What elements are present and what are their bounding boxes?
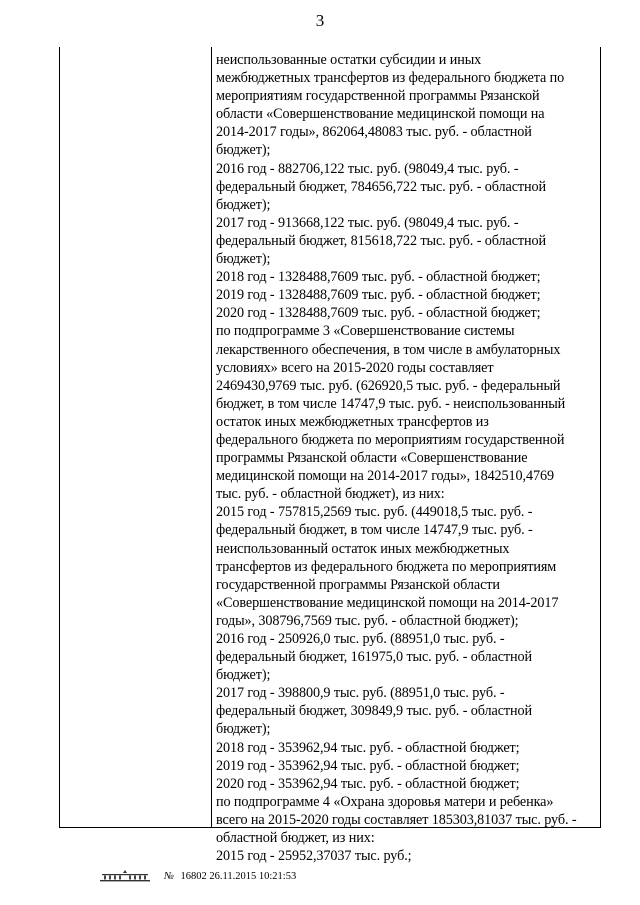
content-line: остаток иных межбюджетных трансфертов из	[216, 413, 489, 430]
content-line: 2017 год - 398800,9 тыс. руб. (88951,0 тыс. руб. -	[216, 685, 505, 702]
content-line: 2018 год - 353962,94 тыс. руб. - областной бюджет;	[216, 739, 520, 756]
content-line: бюджет);	[216, 667, 271, 684]
content-line: 2016 год - 882706,122 тыс. руб. (98049,4 тыс. руб. -	[216, 160, 519, 177]
content-line: 2015 год - 25952,37037 тыс. руб.;	[216, 848, 412, 865]
table-cell-content	[216, 51, 604, 865]
content-line: федеральный бюджет, 815618,722 тыс. руб. - областной	[216, 232, 546, 249]
content-line: по подпрограмме 3 «Совершенствование системы	[216, 323, 515, 340]
document-footer	[98, 869, 296, 883]
content-line: трансфертов из федерального бюджета по мероприятиям	[216, 558, 557, 575]
content-line: условиях» всего на 2015-2020 годы составляет	[216, 359, 494, 376]
content-line: мероприятиям государственной программы Рязанской	[216, 88, 540, 105]
page-number: 3	[315, 11, 325, 30]
content-line: 2015 год - 757815,2569 тыс. руб. (449018,5 тыс. руб. -	[216, 504, 533, 521]
content-line: по подпрограмме 4 «Охрана здоровья матери и ребенка»	[216, 793, 554, 810]
content-line: 2019 год - 1328488,7609 тыс. руб. - областной бюджет;	[216, 287, 541, 304]
document-number: 16802	[180, 870, 207, 882]
government-logo-icon	[98, 869, 152, 883]
content-line: 2018 год - 1328488,7609 тыс. руб. - областной бюджет;	[216, 269, 541, 286]
content-line: 2016 год - 250926,0 тыс. руб. (88951,0 тыс. руб. -	[216, 631, 505, 647]
number-sign: №	[164, 870, 174, 882]
content-line: бюджет);	[216, 196, 271, 213]
content-line: межбюджетных трансфертов из федерального бюджета по	[216, 70, 565, 87]
content-line: 2014-2017 годы», 862064,48083 тыс. руб. - областной	[216, 124, 532, 141]
content-line: федеральный бюджет, 161975,0 тыс. руб. - областной	[216, 649, 532, 666]
content-line: государственной программы Рязанской области	[216, 576, 500, 593]
content-line: медицинской помощи на 2014-2017 годы», 1842510,4769	[216, 468, 554, 485]
content-line: программы Рязанской области «Совершенствование	[216, 450, 528, 467]
document-datetime: 26.11.2015 10:21:53	[209, 870, 297, 882]
content-line: лекарственного обеспечения, в том числе в амбулаторных	[216, 341, 561, 358]
content-line: федерального бюджета по мероприятиям государственной	[216, 431, 565, 448]
content-line: годы», 308796,7569 тыс. руб. - областной бюджет);	[216, 612, 519, 629]
content-line: бюджет);	[216, 142, 271, 159]
content-line: областной бюджет, из них:	[216, 830, 375, 847]
content-line: области «Совершенствование медицинской помощи на	[216, 106, 545, 123]
content-line: бюджет);	[216, 721, 271, 738]
content-line: неиспользованные остатки субсидии и иных	[216, 52, 482, 68]
content-line: федеральный бюджет, 309849,9 тыс. руб. - областной	[216, 703, 532, 720]
content-line: 2017 год - 913668,122 тыс. руб. (98049,4 тыс. руб. -	[216, 214, 519, 231]
content-line: тыс. руб. - областной бюджет), из них:	[216, 486, 445, 503]
table-column-divider	[211, 47, 212, 828]
content-line: 2019 год - 353962,94 тыс. руб. - областной бюджет;	[216, 757, 520, 774]
document-registration	[164, 871, 296, 882]
content-line: всего на 2015-2020 годы составляет 185303,81037 тыс. руб. -	[216, 811, 577, 828]
content-line: 2020 год - 353962,94 тыс. руб. - областной бюджет;	[216, 775, 520, 792]
content-line: 2469430,9769 тыс. руб. (626920,5 тыс. руб. - федеральный	[216, 377, 561, 394]
content-line: 2020 год - 1328488,7609 тыс. руб. - областной бюджет;	[216, 305, 541, 322]
content-line: федеральный бюджет, 784656,722 тыс. руб. - областной	[216, 178, 546, 195]
content-line: «Совершенствование медицинской помощи на 2014-2017	[216, 594, 559, 611]
content-line: бюджет);	[216, 251, 271, 268]
content-line: неиспользованный остаток иных межбюджетных	[216, 540, 510, 557]
content-line: федеральный бюджет, в том числе 14747,9 тыс. руб. -	[216, 522, 533, 539]
content-line: бюджет, в том числе 14747,9 тыс. руб. - неиспользованный	[216, 395, 566, 412]
